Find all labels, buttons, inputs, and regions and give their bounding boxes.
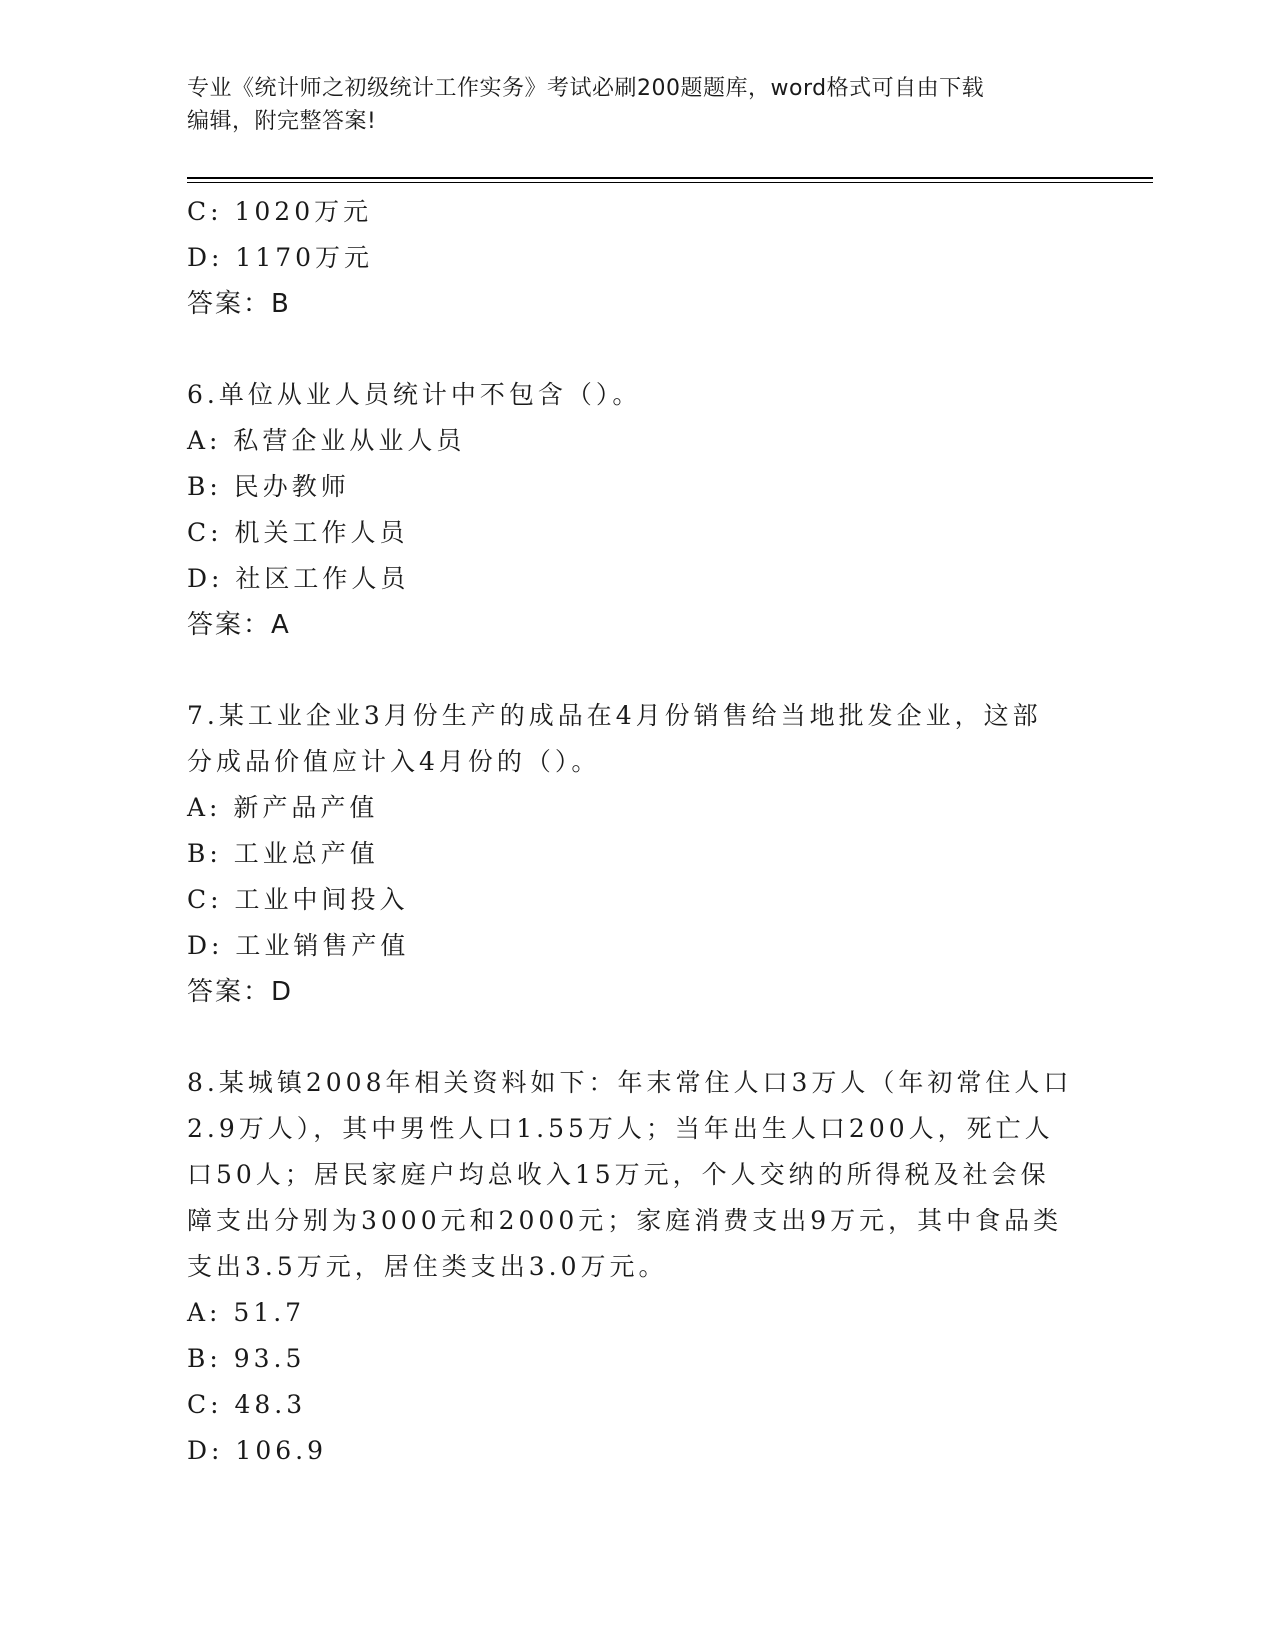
q6-answer: 答案：A [187, 610, 291, 640]
q7-answer: 答案：D [187, 977, 294, 1007]
header-rule-thick [187, 177, 1153, 179]
q7-option-c: C: 工业中间投入 [187, 885, 409, 914]
q7-option-a: A: 新产品产值 [187, 793, 379, 822]
q8-question-line-1: 8.某城镇2008年相关资料如下：年末常住人口3万人（年初常住人口 [187, 1068, 1073, 1097]
spacer [187, 1015, 1087, 1060]
q6-option-b: B: 民办教师 [187, 472, 350, 501]
q8-question-line-5: 支出3.5万元，居住类支出3.0万元。 [187, 1252, 668, 1281]
q6-option-a: A: 私营企业从业人员 [187, 426, 466, 455]
q8-question-line-3: 口50人；居民家庭户均总收入15万元，个人交纳的所得税及社会保 [187, 1160, 1050, 1189]
q8-question-line-2: 2.9万人），其中男性人口1.55万人；当年出生人口200人，死亡人 [187, 1114, 1054, 1143]
q8-option-b: B: 93.5 [187, 1344, 306, 1373]
q7-option-b: B: 工业总产值 [187, 839, 379, 868]
q6-question: 6.单位从业人员统计中不包含（）。 [187, 380, 642, 409]
q8-question-line-4: 障支出分别为3000元和2000元；家庭消费支出9万元，其中食品类 [187, 1206, 1063, 1235]
q5-answer: 答案：B [187, 289, 291, 319]
question-content [187, 189, 1087, 1474]
q5-option-d: D: 1170万元 [187, 243, 374, 272]
q8-option-d: D: 106.9 [187, 1436, 327, 1465]
header-rule-thin [187, 182, 1153, 183]
q5-option-c: C: 1020万元 [187, 197, 373, 226]
spacer [187, 648, 1087, 693]
q8-option-c: C: 48.3 [187, 1390, 307, 1419]
q6-option-d: D: 社区工作人员 [187, 564, 410, 593]
q7-question-line-1: 7.某工业企业3月份生产的成品在4月份销售给当地批发企业，这部 [187, 701, 1042, 730]
document-header [187, 72, 1067, 138]
header-line-1: 专业《统计师之初级统计工作实务》考试必刷200题题库，word格式可自由下载 [187, 76, 985, 101]
header-line-2: 编辑，附完整答案! [187, 109, 377, 134]
q6-option-c: C: 机关工作人员 [187, 518, 409, 547]
q7-option-d: D: 工业销售产值 [187, 931, 410, 960]
spacer [187, 327, 1087, 372]
q8-option-a: A: 51.7 [187, 1298, 306, 1327]
q7-question-line-2: 分成品价值应计入4月份的（）。 [187, 747, 601, 776]
